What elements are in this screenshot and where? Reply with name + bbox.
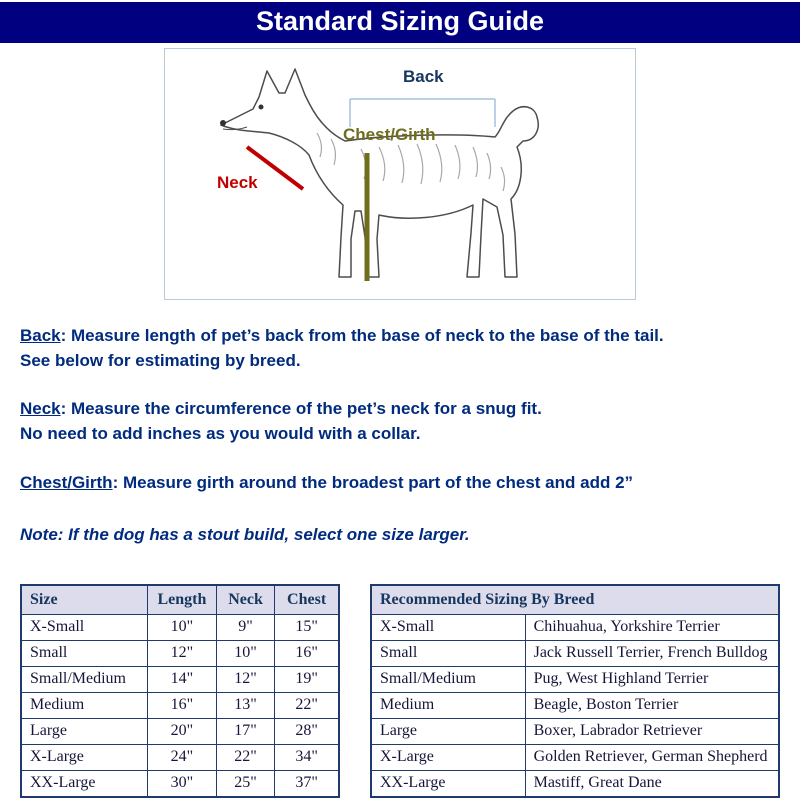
table-cell: XX-Large (21, 770, 147, 797)
neck-header: Neck (216, 585, 274, 615)
table-cell: 16" (147, 692, 216, 718)
chest-girth-label: Chest/Girth (343, 125, 436, 144)
table-cell: 24" (147, 744, 216, 770)
table-cell: Mastiff, Great Dane (525, 770, 779, 797)
table-cell: Chihuahua, Yorkshire Terrier (525, 614, 779, 640)
table-row (21, 640, 339, 666)
instruction-back-text: : Measure length of pet’s back from the base of neck to the base of the tail. (60, 326, 664, 345)
table-cell: Small/Medium (371, 666, 525, 692)
back-measure-label: Back (403, 67, 444, 86)
instruction-neck-term: Neck (20, 399, 61, 419)
dog-diagram (164, 48, 636, 300)
table-cell: XX-Large (371, 770, 525, 797)
table-cell: Small (21, 640, 147, 666)
table-cell: 9" (216, 614, 274, 640)
table-row (21, 666, 339, 692)
instruction-back (20, 324, 780, 373)
size-table-header-row (21, 585, 339, 615)
instruction-back-line2: See below for estimating by breed. (20, 350, 301, 370)
table-cell: 34" (275, 744, 339, 770)
length-header: Length (147, 585, 216, 615)
size-table (20, 584, 340, 798)
table-cell: X-Large (21, 744, 147, 770)
table-row (371, 614, 779, 640)
table-cell: Medium (21, 692, 147, 718)
table-cell: Beagle, Boston Terrier (525, 692, 779, 718)
table-cell: 25" (216, 770, 274, 797)
table-row (371, 770, 779, 797)
table-cell: Boxer, Labrador Retriever (525, 718, 779, 744)
table-cell: Pug, West Highland Terrier (525, 666, 779, 692)
page-title: Standard Sizing Guide (0, 2, 800, 43)
table-cell: 28" (275, 718, 339, 744)
table-row (371, 692, 779, 718)
table-cell: Large (371, 718, 525, 744)
table-cell: 15" (275, 614, 339, 640)
size-header: Size (21, 585, 147, 615)
table-row (21, 614, 339, 640)
table-row (21, 770, 339, 797)
table-cell: 22" (275, 692, 339, 718)
instruction-neck (20, 397, 780, 446)
table-cell: 17" (216, 718, 274, 744)
instruction-neck-text: : Measure the circumference of the pet’s neck for a snug fit. (60, 399, 542, 419)
instruction-chest-text: : Measure girth around the broadest part of the chest and add 2” (112, 472, 634, 492)
table-cell: 22" (216, 744, 274, 770)
note-text: Note: If the dog has a stout build, select one size larger. (20, 525, 470, 545)
table-cell: 10" (147, 614, 216, 640)
instructions-section (0, 324, 800, 548)
back-measure-bracket (350, 99, 495, 127)
table-row (21, 718, 339, 744)
breed-table-header-row (371, 585, 779, 615)
table-cell: X-Small (371, 614, 525, 640)
table-cell: Golden Retriever, German Shepherd (525, 744, 779, 770)
instruction-back-term: Back (20, 326, 61, 345)
table-cell: X-Large (371, 744, 525, 770)
table-cell: Large (21, 718, 147, 744)
diagram-container (0, 48, 800, 300)
table-cell: 12" (216, 666, 274, 692)
table-cell: 16" (275, 640, 339, 666)
table-cell: 19" (275, 666, 339, 692)
instruction-chest-term: Chest/Girth (20, 472, 113, 492)
table-cell: 14" (147, 666, 216, 692)
dog-nose (220, 120, 226, 126)
breed-table-header: Recommended Sizing By Breed (371, 585, 779, 615)
table-cell: 37" (275, 770, 339, 797)
table-cell: 12" (147, 640, 216, 666)
table-cell: Jack Russell Terrier, French Bulldog (525, 640, 779, 666)
table-cell: Medium (371, 692, 525, 718)
table-row (21, 692, 339, 718)
table-cell: 13" (216, 692, 274, 718)
table-cell: 20" (147, 718, 216, 744)
chest-header: Chest (275, 585, 339, 615)
table-cell: 30" (147, 770, 216, 797)
dog-eye (259, 105, 264, 110)
breed-table (370, 584, 780, 798)
table-cell: Small/Medium (21, 666, 147, 692)
neck-label: Neck (217, 173, 258, 192)
table-cell: X-Small (21, 614, 147, 640)
table-row (371, 666, 779, 692)
table-row (371, 640, 779, 666)
table-row (371, 718, 779, 744)
table-row (371, 744, 779, 770)
table-row (21, 744, 339, 770)
tables-section (0, 584, 800, 798)
table-cell: Small (371, 640, 525, 666)
instruction-chest (20, 471, 780, 496)
instruction-neck-line2: No need to add inches as you would with a collar. (20, 423, 421, 443)
table-cell: 10" (216, 640, 274, 666)
